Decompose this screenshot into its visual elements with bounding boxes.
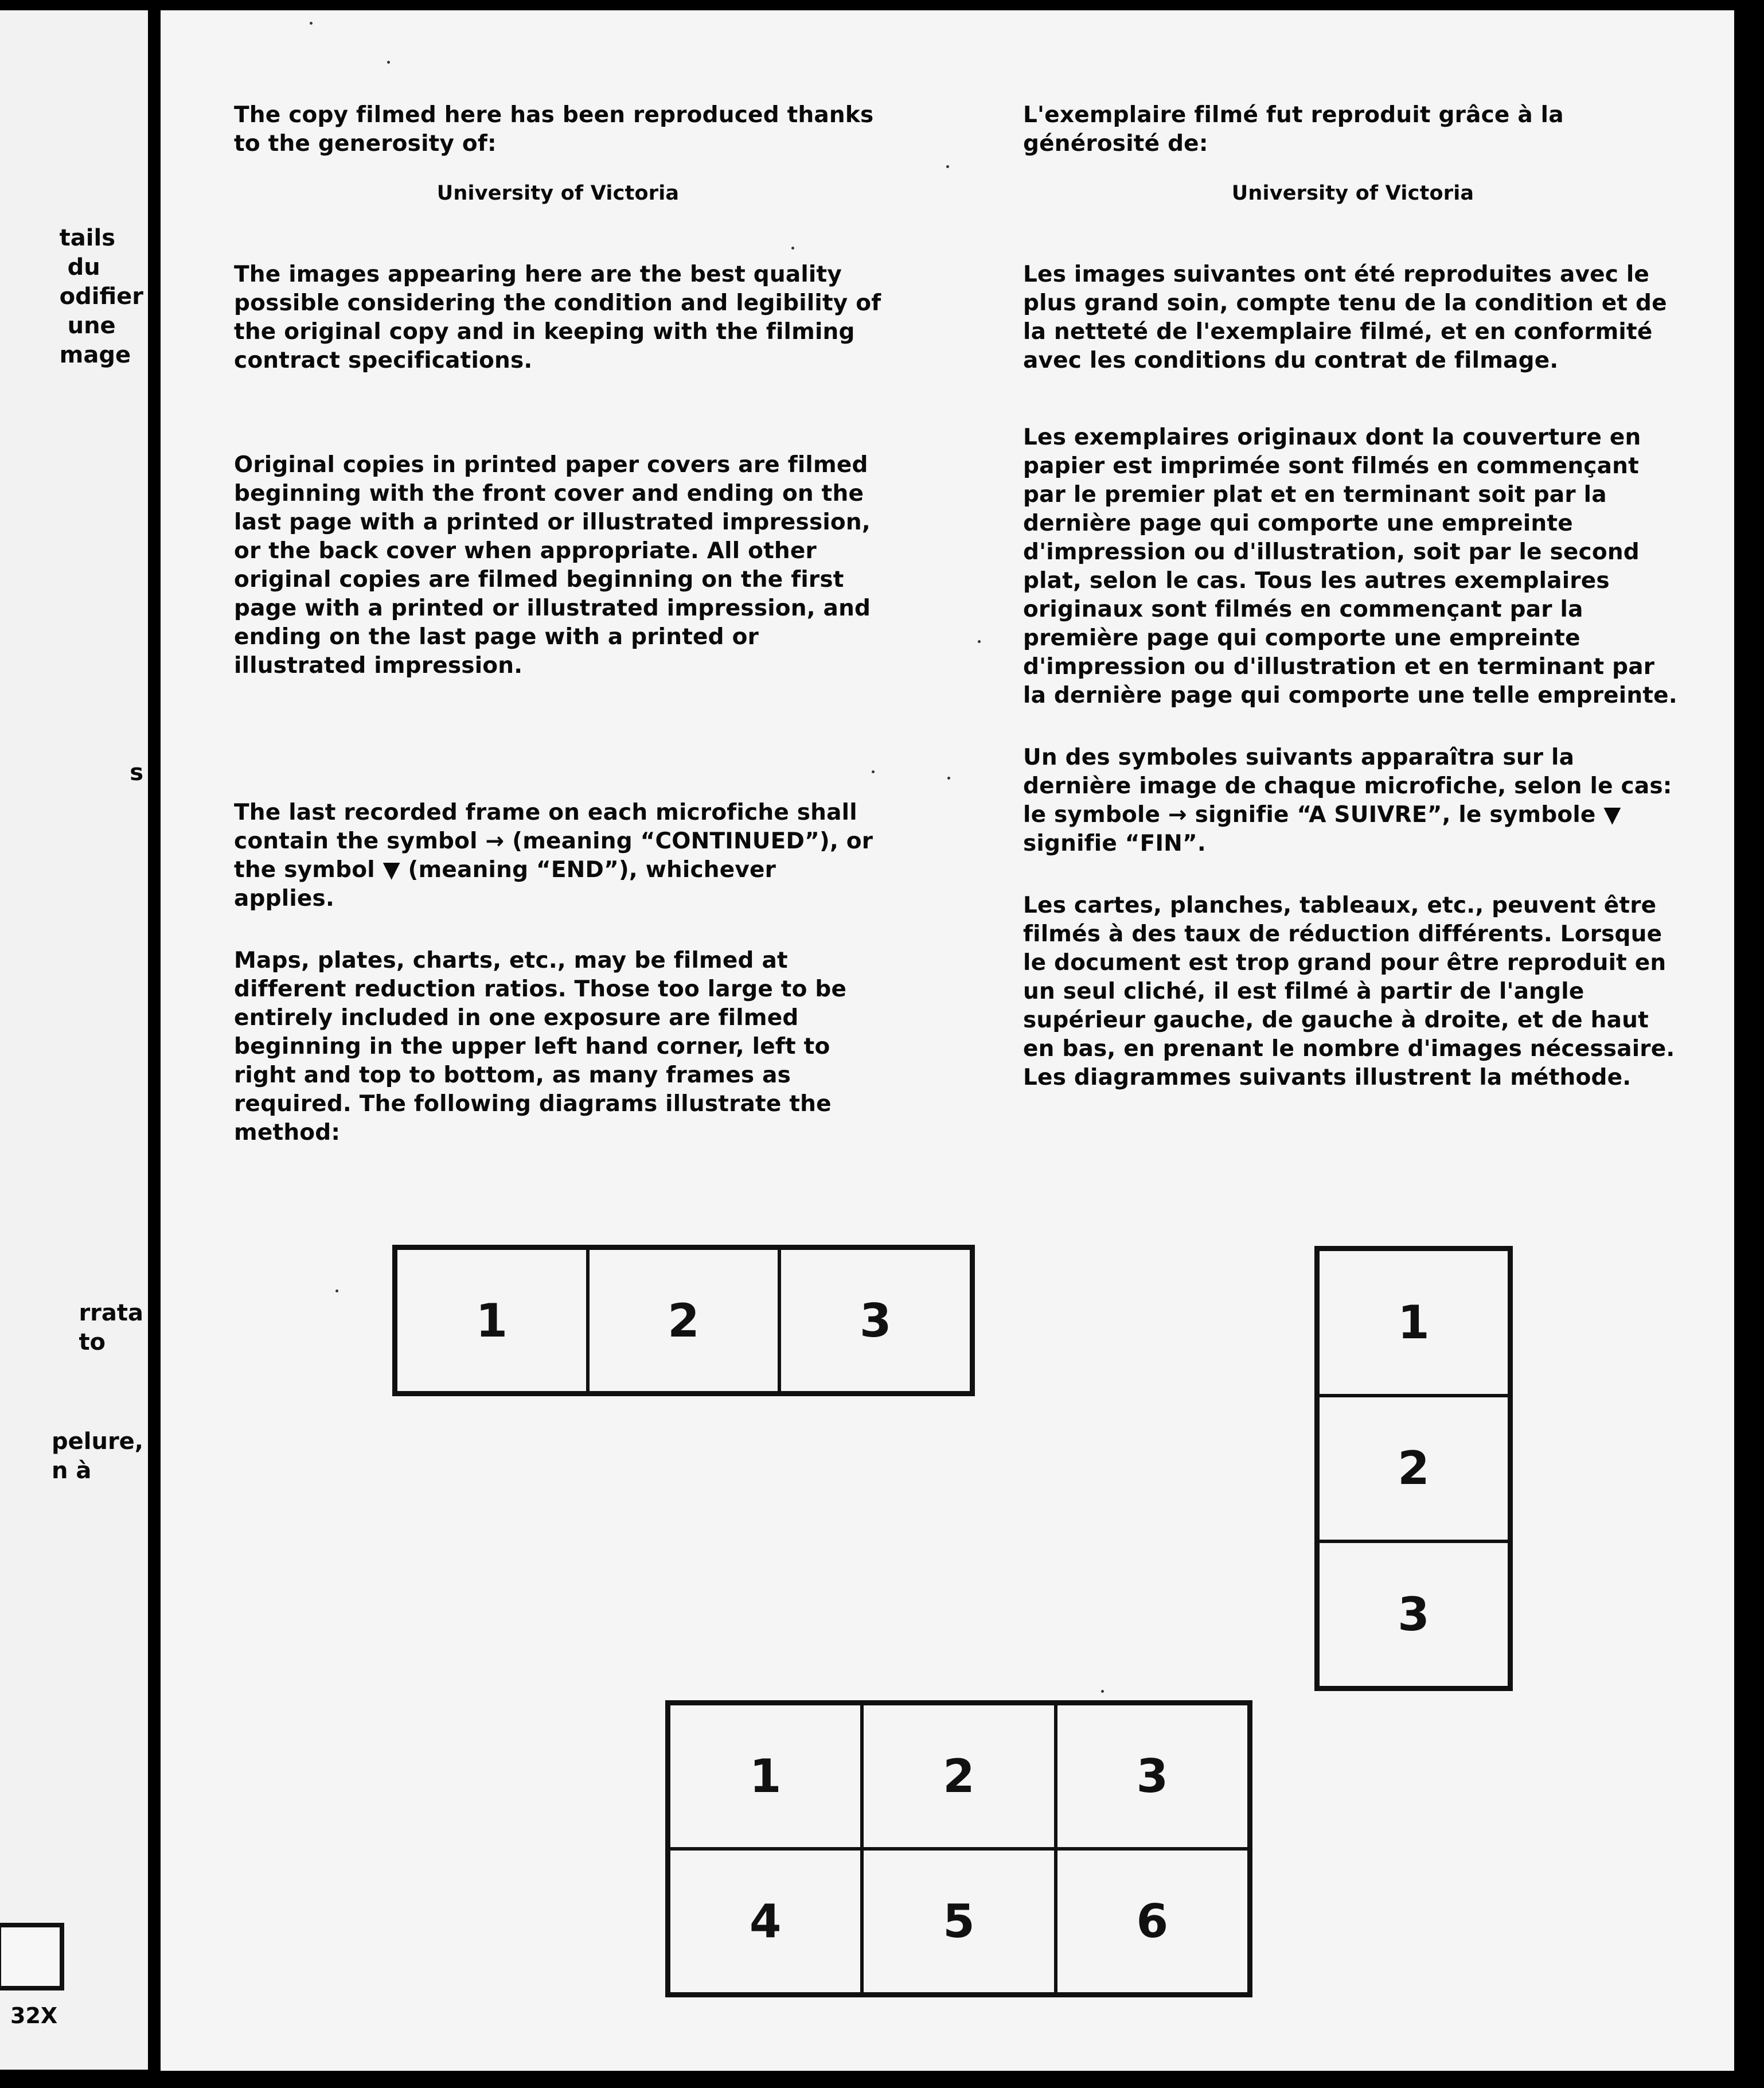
- frame-cell: 4: [669, 1849, 862, 1994]
- frame-cell: 2: [588, 1248, 780, 1393]
- french-symbols-text-c: signifie “FIN”.: [1023, 831, 1206, 856]
- film-speck: [946, 165, 949, 168]
- frame-cell: 1: [396, 1248, 588, 1393]
- reduction-scale-label: 32X: [10, 2003, 58, 2028]
- french-original-copies-paragraph: Les exemplaires originaux dont la couverture en papier est imprimée sont filmés en commençant par le premier plat et en terminant soit par la dernière page qui comporte une empreinte d'impression ou d'illustration, soit par le second plat, selon le cas. Tous les autres exemplaires originaux sont filmés en commençant par la première page qui comporte une empreinte d'impression ou d'illustration et en terminant par la dernière page qui comporte une telle empreinte.: [1023, 424, 1677, 708]
- diagram-horizontal: [392, 1245, 975, 1396]
- french-intro: L'exemplaire filmé fut reproduit grâce à la générosité de:: [1023, 102, 1564, 157]
- frame-cell: 1: [1318, 1249, 1509, 1396]
- frame-cell: 3: [779, 1248, 971, 1393]
- english-column: [234, 101, 882, 1147]
- main-page: [161, 10, 1734, 2071]
- frame-cell: 2: [862, 1704, 1055, 1849]
- english-symbols-paragraph: [234, 798, 882, 913]
- frame-cell: 2: [1318, 1396, 1509, 1542]
- english-symbols-text-b: (meaning “CONTINUED”), or the symbol: [234, 828, 873, 883]
- french-symbols-paragraph: [1023, 743, 1683, 858]
- continued-arrow-icon: →: [485, 828, 505, 854]
- film-speck: [1101, 1690, 1104, 1693]
- french-maps-paragraph: Les cartes, planches, tableaux, etc., peuvent être filmés à des taux de réduction différents. Lorsque le document est trop grand pour être reproduit en un seul cliché, il est filmé à partir de l'angle supérieur gauche, de gauche à droite, et de haut en bas, en prenant le nombre d'images nécessaire. Les diagrammes suivants illustrent la méthode.: [1023, 893, 1675, 1090]
- french-quality-paragraph: Les images suivantes ont été reproduites avec le plus grand soin, compte tenu de la condition et de la netteté de l'exemplaire filmé, et en conformité avec les conditions du contrat de filmage.: [1023, 262, 1667, 373]
- english-maps-paragraph: Maps, plates, charts, etc., may be filmed at different reduction ratios. Those too large to be entirely included in one exposure are filmed beginning in the upper left hand corner, left to right and top to bottom, as many frames as required. The following diagrams illustrate the method:: [234, 948, 847, 1146]
- suivre-arrow-icon: →: [1168, 802, 1187, 828]
- film-speck: [791, 247, 794, 250]
- film-speck: [947, 777, 950, 780]
- diagram-grid: [665, 1700, 1252, 1997]
- french-symbols-text-a: Un des symboles suivants apparaîtra sur la dernière image de chaque microfiche, selon le cas: le symbole: [1023, 745, 1672, 828]
- english-intro: The copy filmed here has been reproduced thanks to the generosity of:: [234, 102, 874, 157]
- film-speck: [387, 61, 390, 64]
- left-fragment-2: s: [130, 759, 143, 786]
- film-speck: [872, 770, 875, 773]
- frame-cell: 1: [669, 1704, 862, 1849]
- film-speck: [978, 640, 981, 643]
- left-fragment-3: rrata to: [79, 1300, 143, 1355]
- film-speck: [310, 22, 313, 25]
- end-triangle-icon: ▼: [383, 857, 400, 883]
- frame-cell: 3: [1318, 1541, 1509, 1688]
- diagram-vertical: [1314, 1246, 1513, 1691]
- frame-cell: 5: [862, 1849, 1055, 1994]
- french-symbols-text-b: signifie “A SUIVRE”, le symbole: [1187, 802, 1604, 828]
- left-fragment-4: pelure, n à: [52, 1428, 143, 1484]
- calibration-square: [0, 1923, 64, 1990]
- film-speck: [335, 1290, 338, 1292]
- french-institution: University of Victoria: [1231, 182, 1474, 205]
- english-symbols-text-a: The last recorded frame on each microfiche shall contain the symbol: [234, 800, 857, 854]
- adjacent-page-edge: [0, 10, 148, 2070]
- english-institution: University of Victoria: [436, 182, 680, 205]
- frame-cell: 6: [1056, 1849, 1249, 1994]
- frame-cell: 3: [1056, 1704, 1249, 1849]
- fin-triangle-icon: ▼: [1603, 802, 1621, 828]
- french-column: [1023, 101, 1683, 1092]
- english-quality-paragraph: The images appearing here are the best quality possible considering the condition and legibility of the original copy and in keeping with the filming contract specifications.: [234, 262, 881, 373]
- left-fragment-1: tails du odifier une mage: [59, 225, 143, 368]
- english-symbols-text-c: (meaning “END”), whichever applies.: [234, 857, 776, 911]
- english-original-copies-paragraph: Original copies in printed paper covers are filmed beginning with the front cover and ending on the last page with a printed or illustrated impression, or the back cover when appropriate. All other original copies are filmed beginning on the first page with a printed or illustrated impression, and ending on the last page with a printed or illustrated impression.: [234, 452, 871, 679]
